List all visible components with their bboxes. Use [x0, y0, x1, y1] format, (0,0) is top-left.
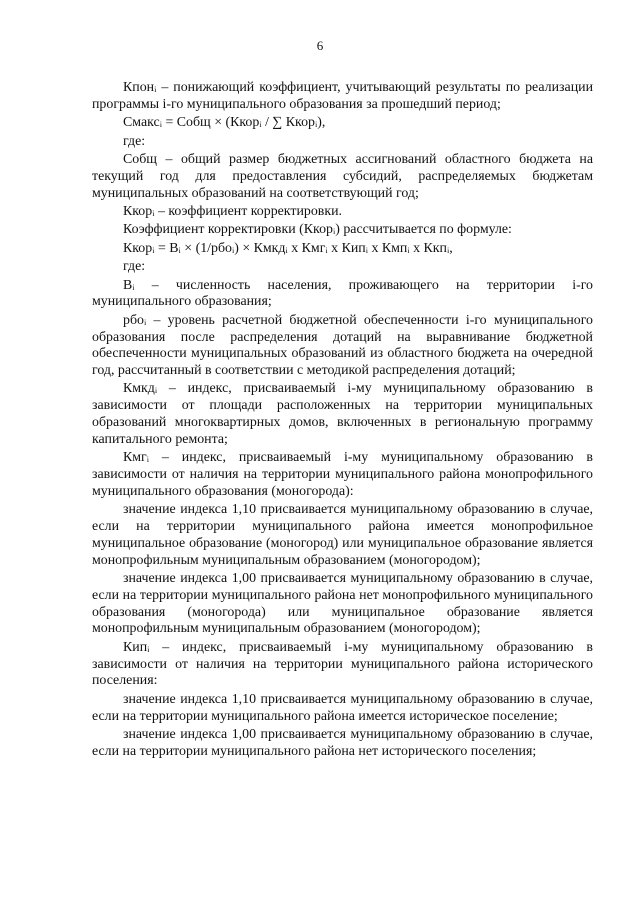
where-label: где: [123, 259, 146, 275]
paragraph-kip-100: значение индекса 1,00 присваивается муниципальному образованию в случае, если на территории муниципального района нет исторического поселения; [92, 726, 593, 759]
formula-kkor: Ккорᵢ = Вᵢ × (1/рбоᵢ) × Кмкдᵢ х Кмгᵢ х Кипᵢ х Кмпᵢ х Ккпᵢ, [123, 240, 453, 256]
document-body [92, 80, 593, 762]
paragraph-kpon: Кпонᵢ – понижающий коэффициент, учитывающий результаты по реализации программы i-го муниципального образования за прошедший период; [92, 80, 593, 112]
paragraph-kkor-intro: Коэффициент корректировки (Ккорᵢ) рассчитывается по формуле: [123, 222, 512, 238]
paragraph-sobsch: Собщ – общий размер бюджетных ассигнований областного бюджета на текущий год для предоставления субсидий, распределяемых бюджетам муниципальных образований на соответствующий год; [92, 151, 593, 201]
formula-smaks: Смаксᵢ = Собщ × (Ккорᵢ / ∑ Ккорᵢ), [123, 115, 326, 131]
paragraph-kip: Кипᵢ – индекс, присваиваемый i-му муниципальному образованию в зависимости от наличия на территории муниципального района исторического поселения: [92, 639, 593, 689]
paragraph-kip-110: значение индекса 1,10 присваивается муниципальному образованию в случае, если на территории муниципального района имеется историческое поселение; [92, 691, 593, 724]
paragraph-kmg-100: значение индекса 1,00 присваивается муниципальному образованию в случае, если на территории муниципального района нет монопрофильного муниципального образования (моногорода) или муниципальное образование является монопрофильным муниципальным образованием (моногородом); [92, 571, 593, 637]
where-label: где: [123, 133, 146, 149]
paragraph-kkor-definition: Ккорᵢ – коэффициент корректировки. [123, 203, 342, 219]
paragraph-rbo: рбоᵢ – уровень расчетной бюджетной обеспеченности i-го муниципального образования после распределения дотаций на выравнивание бюджетной обеспеченности муниципальных образований из областного бюджета на очередной год, рассчитанный в соответствии с методикой распределения дотаций; [92, 312, 593, 379]
paragraph-kmg-110: значение индекса 1,10 присваивается муниципальному образованию в случае, если на территории муниципального района имеется монопрофильное муниципальное образование (моногород) или муниципальное образование является монопрофильным муниципальным образованием (моногородом); [92, 502, 593, 568]
paragraph-population: Вᵢ – численность населения, проживающего на территории i-го муниципального образования; [92, 277, 593, 310]
paragraph-kmkd: Кмкдᵢ – индекс, присваиваемый i-му муниципальному образованию в зависимости от площади расположенных на территории муниципальных образований многоквартирных домов, включенных в региональную программу капитального ремонта; [92, 381, 593, 447]
paragraph-kmg: Кмгᵢ – индекс, присваиваемый i-му муниципальному образованию в зависимости от наличия на территории муниципального района монопрофильного муниципального образования (моногорода): [92, 450, 593, 499]
page-number: 6 [316, 38, 324, 53]
